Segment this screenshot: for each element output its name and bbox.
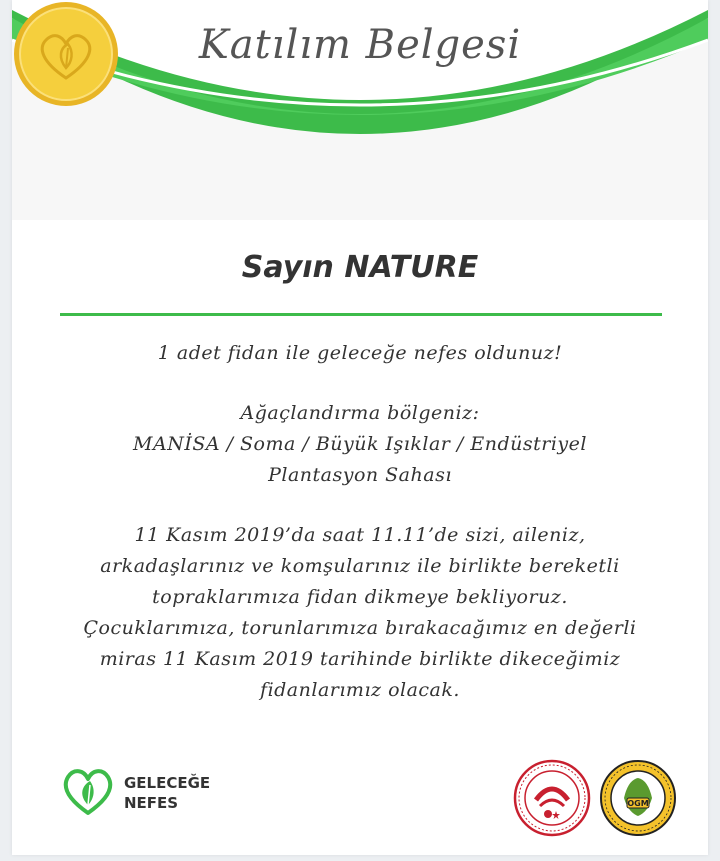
invitation-text [52,520,668,706]
green-divider [60,313,662,316]
region-block [52,398,668,491]
invitation-line: miras 11 Kasım 2019 tarihinde birlikte dikeceğimiz [99,648,621,670]
invitation-line: arkadaşlarınız ve komşularınız ile birlikte bereketli [100,555,620,577]
ministry-seal-icon [512,758,592,838]
region-location: MANİSA / Soma / Büyük Işıklar / Endüstriyel [133,433,587,455]
gelecege-nefes-logo [60,763,230,823]
brand-line-1: GELECEĞE [124,774,211,792]
certificate-header [12,0,708,220]
certificate-title: Katılım Belgesi [198,22,522,68]
brand-name [124,773,210,813]
region-location-cont: Plantasyon Sahası [268,464,452,486]
invitation-line: 11 Kasım 2019’da saat 11.11’de sizi, aileniz, [134,524,586,546]
participation-message: 1 adet fidan ile geleceğe nefes oldunuz! [157,342,563,364]
region-label: Ağaçlandırma bölgeniz: [240,402,480,424]
heart-leaf-icon [60,763,116,819]
invitation-line: Çocuklarımıza, torunlarımıza bırakacağımız en değerli [83,617,637,639]
certificate-card [12,0,708,855]
gold-medal-icon [12,0,120,108]
recipient-greeting: Sayın NATURE [241,250,479,285]
invitation-line: fidanlarımız olacak. [260,679,460,701]
ogm-seal-label: OGM [627,799,649,808]
ogm-seal-icon [598,758,678,838]
invitation-line: topraklarımıza fidan dikmeye bekliyoruz. [152,586,568,608]
brand-line-2: NEFES [124,794,179,812]
